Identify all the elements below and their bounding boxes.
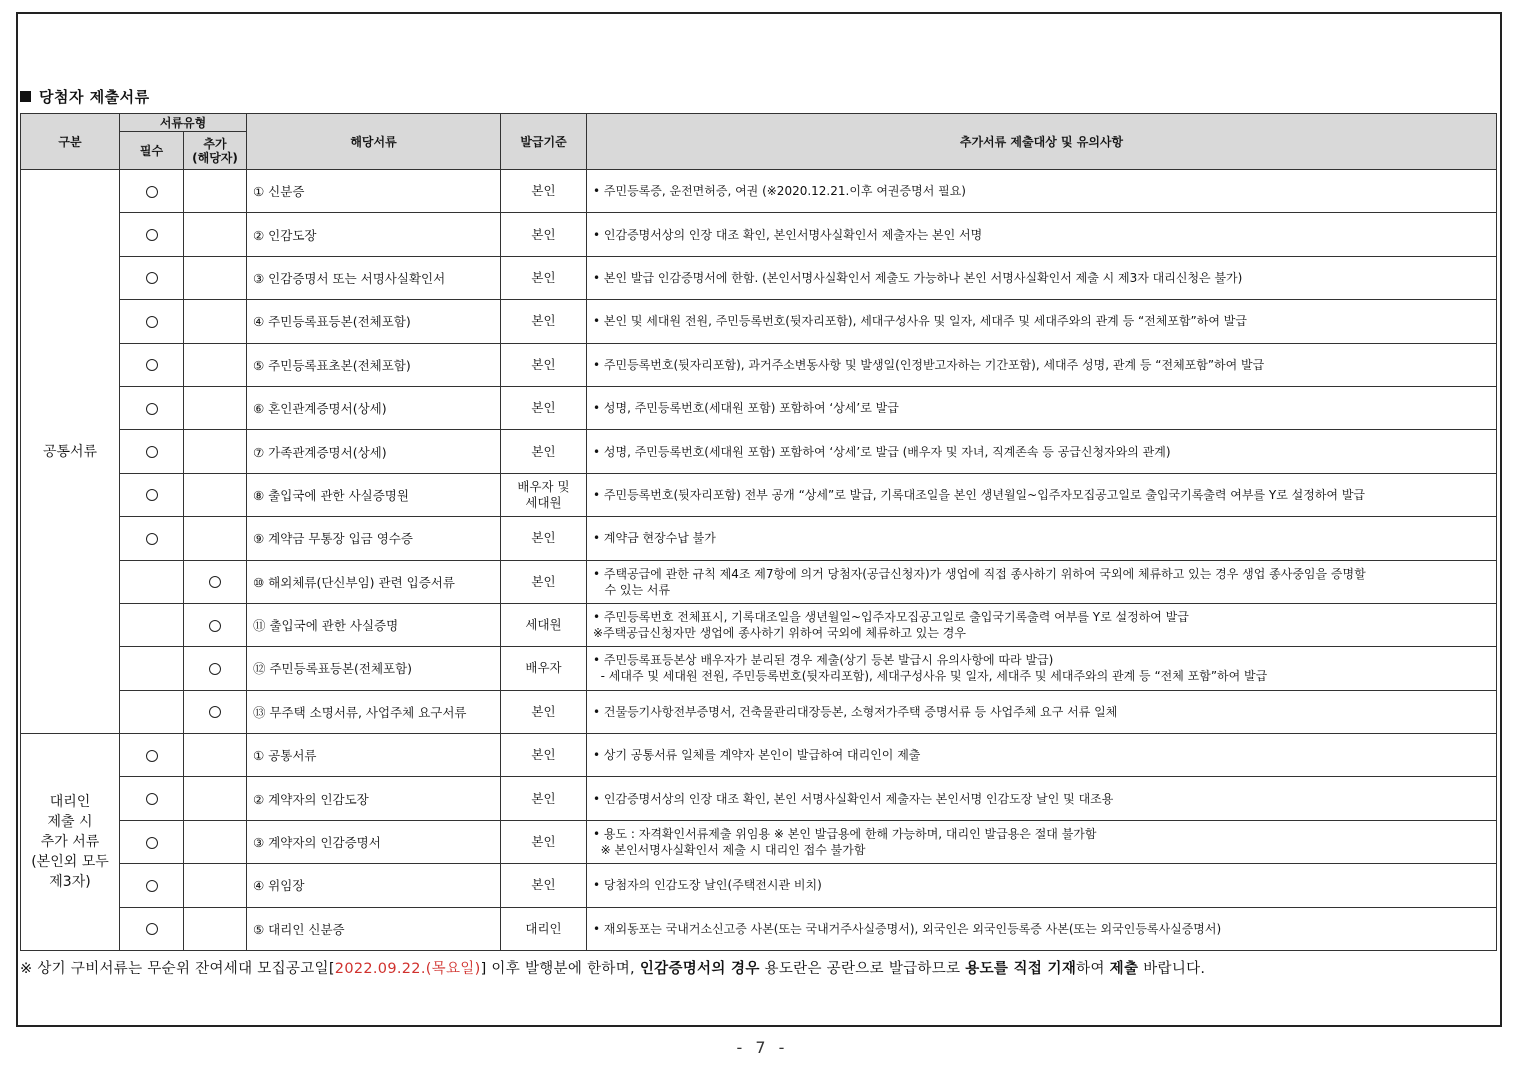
additional-cell bbox=[184, 343, 247, 386]
note-line: ※ 본인서명사실확인서 제출 시 대리인 접수 불가함 bbox=[593, 843, 866, 858]
table-row bbox=[21, 777, 1497, 820]
additional-cell bbox=[184, 907, 247, 950]
section-title bbox=[20, 86, 150, 107]
circle-mark-icon bbox=[146, 272, 158, 284]
circle-mark-icon bbox=[146, 793, 158, 805]
document-name: ⑫ 주민등록표등본(전체포함) bbox=[247, 647, 501, 690]
additional-cell bbox=[184, 864, 247, 907]
required-cell bbox=[120, 907, 184, 950]
required-cell bbox=[120, 690, 184, 733]
document-name: ⑧ 출입국에 관한 사실증명원 bbox=[247, 473, 501, 516]
issue-basis: 본인 bbox=[501, 820, 587, 863]
footnote-text: 바랍니다. bbox=[1138, 961, 1206, 977]
note-line: • 주민등록번호 전체표시, 기록대조일을 생년월일~입주자모집공고일로 출입국기록출력 여부를 Y로 설정하여 발급 bbox=[593, 610, 1189, 625]
document-name: ④ 위임장 bbox=[247, 864, 501, 907]
required-cell bbox=[120, 300, 184, 343]
category-cell: 대리인 제출 시 추가 서류 (본인외 모두 제3자) bbox=[21, 734, 120, 951]
note-line: • 본인 및 세대원 전원, 주민등록번호(뒷자리포함), 세대구성사유 및 일자, 세대주 및 세대주와의 관계 등 “전체포함”하여 발급 bbox=[593, 314, 1247, 329]
additional-cell bbox=[184, 430, 247, 473]
additional-cell bbox=[184, 560, 247, 603]
required-cell bbox=[120, 213, 184, 256]
issue-basis: 본인 bbox=[501, 386, 587, 429]
header-additional: 추가 (해당자) bbox=[184, 132, 247, 170]
table-row bbox=[21, 300, 1497, 343]
required-cell bbox=[120, 473, 184, 516]
document-name: ③ 계약자의 인감증명서 bbox=[247, 820, 501, 863]
footnote-date: 2022.09.22.(목요일) bbox=[334, 961, 481, 977]
additional-cell bbox=[184, 213, 247, 256]
required-cell bbox=[120, 560, 184, 603]
circle-mark-icon bbox=[209, 663, 221, 675]
issue-basis: 본인 bbox=[501, 170, 587, 213]
notes-cell bbox=[587, 734, 1497, 777]
circle-mark-icon bbox=[146, 489, 158, 501]
header-required: 필수 bbox=[120, 132, 184, 170]
document-name: ⑤ 대리인 신분증 bbox=[247, 907, 501, 950]
notes-cell bbox=[587, 386, 1497, 429]
issue-basis: 본인 bbox=[501, 864, 587, 907]
document-name: ② 인감도장 bbox=[247, 213, 501, 256]
additional-cell bbox=[184, 603, 247, 646]
circle-mark-icon bbox=[209, 706, 221, 718]
note-line: • 본인 발급 인감증명서에 한함. (본인서명사실확인서 제출도 가능하나 본인 서명사실확인서 제출 시 제3자 대리신청은 불가) bbox=[593, 270, 1243, 285]
page-number: - 7 - bbox=[736, 1038, 789, 1057]
notes-cell bbox=[587, 603, 1497, 646]
square-bullet-icon bbox=[20, 91, 31, 102]
required-cell bbox=[120, 820, 184, 863]
table-row bbox=[21, 256, 1497, 299]
table-row bbox=[21, 473, 1497, 516]
table-row bbox=[21, 343, 1497, 386]
issue-basis: 본인 bbox=[501, 560, 587, 603]
header-document: 해당서류 bbox=[247, 114, 501, 170]
table-row bbox=[21, 386, 1497, 429]
issue-basis: 본인 bbox=[501, 517, 587, 560]
notes-cell bbox=[587, 256, 1497, 299]
additional-cell bbox=[184, 777, 247, 820]
issue-basis: 배우자 bbox=[501, 647, 587, 690]
document-name: ② 계약자의 인감도장 bbox=[247, 777, 501, 820]
notes-cell bbox=[587, 213, 1497, 256]
document-name: ⑨ 계약금 무통장 입금 영수증 bbox=[247, 517, 501, 560]
category-cell: 공통서류 bbox=[21, 170, 120, 734]
table-row bbox=[21, 907, 1497, 950]
note-line: • 주택공급에 관한 규칙 제4조 제7항에 의거 당첨자(공급신청자)가 생업에 직접 종사하기 위하여 국외에 체류하고 있는 경우 생업 종사중임을 증명할 bbox=[593, 566, 1366, 581]
table-row bbox=[21, 430, 1497, 473]
document-name: ⑬ 무주택 소명서류, 사업주체 요구서류 bbox=[247, 690, 501, 733]
required-cell bbox=[120, 430, 184, 473]
table-row bbox=[21, 690, 1497, 733]
note-line: • 성명, 주민등록번호(세대원 포함) 포함하여 ‘상세’로 발급 (배우자 및 자녀, 직계존속 등 공급신청자와의 관계) bbox=[593, 444, 1171, 459]
header-notes: 추가서류 제출대상 및 유의사항 bbox=[587, 114, 1497, 170]
document-name: ③ 인감증명서 또는 서명사실확인서 bbox=[247, 256, 501, 299]
circle-mark-icon bbox=[146, 229, 158, 241]
table-row bbox=[21, 820, 1497, 863]
document-name: ⑪ 출입국에 관한 사실증명 bbox=[247, 603, 501, 646]
notes-cell bbox=[587, 170, 1497, 213]
section-title-text: 당첨자 제출서류 bbox=[39, 88, 150, 106]
notes-cell bbox=[587, 777, 1497, 820]
issue-basis: 본인 bbox=[501, 734, 587, 777]
table-row bbox=[21, 517, 1497, 560]
document-name: ① 공통서류 bbox=[247, 734, 501, 777]
additional-cell bbox=[184, 256, 247, 299]
notes-cell bbox=[587, 343, 1497, 386]
circle-mark-icon bbox=[146, 316, 158, 328]
circle-mark-icon bbox=[146, 186, 158, 198]
note-line: • 당첨자의 인감도장 날인(주택전시관 비치) bbox=[593, 878, 822, 893]
note-line: • 인감증명서상의 인장 대조 확인, 본인서명사실확인서 제출자는 본인 서명 bbox=[593, 227, 983, 242]
issue-basis: 본인 bbox=[501, 690, 587, 733]
additional-cell bbox=[184, 820, 247, 863]
note-line: • 건물등기사항전부증명서, 건축물관리대장등본, 소형저가주택 증명서류 등 사업주체 요구 서류 일체 bbox=[593, 704, 1118, 719]
notes-cell bbox=[587, 690, 1497, 733]
note-line: ※주택공급신청자만 생업에 종사하기 위하여 국외에 체류하고 있는 경우 bbox=[593, 626, 966, 641]
additional-cell bbox=[184, 734, 247, 777]
document-name: ⑥ 혼인관계증명서(상세) bbox=[247, 386, 501, 429]
notes-cell bbox=[587, 300, 1497, 343]
additional-cell bbox=[184, 473, 247, 516]
note-line: • 주민등록번호(뒷자리포함) 전부 공개 “상세”로 발급, 기록대조일을 본인 생년월일~입주자모집공고일로 출입국기록출력 여부를 Y로 설정하여 발급 bbox=[593, 487, 1366, 502]
table-row bbox=[21, 213, 1497, 256]
circle-mark-icon bbox=[146, 403, 158, 415]
additional-cell bbox=[184, 517, 247, 560]
header-issue-basis: 발급기준 bbox=[501, 114, 587, 170]
table-row bbox=[21, 560, 1497, 603]
issue-basis: 세대원 bbox=[501, 603, 587, 646]
circle-mark-icon bbox=[146, 359, 158, 371]
footnote-emphasis: 제출 bbox=[1109, 961, 1139, 977]
issue-basis: 배우자 및 세대원 bbox=[501, 473, 587, 516]
footnote-text: ] 이후 발행분에 한하며, bbox=[480, 961, 640, 977]
footnote-text: ※ 상기 구비서류는 무순위 잔여세대 모집공고일[ bbox=[20, 961, 335, 977]
issue-basis: 본인 bbox=[501, 213, 587, 256]
issue-basis: 본인 bbox=[501, 777, 587, 820]
note-line: • 계약금 현장수납 불가 bbox=[593, 531, 716, 546]
document-name: ⑦ 가족관계증명서(상세) bbox=[247, 430, 501, 473]
documents-table bbox=[20, 113, 1497, 951]
required-cell bbox=[120, 343, 184, 386]
notes-cell bbox=[587, 473, 1497, 516]
issue-basis: 본인 bbox=[501, 430, 587, 473]
table-row bbox=[21, 647, 1497, 690]
footnote-emphasis: 인감증명서의 경우 bbox=[639, 961, 760, 977]
circle-mark-icon bbox=[146, 923, 158, 935]
issue-basis: 본인 bbox=[501, 300, 587, 343]
circle-mark-icon bbox=[209, 620, 221, 632]
required-cell bbox=[120, 734, 184, 777]
document-name: ① 신분증 bbox=[247, 170, 501, 213]
table-row bbox=[21, 864, 1497, 907]
additional-cell bbox=[184, 690, 247, 733]
document-name: ⑩ 해외체류(단신부임) 관련 입증서류 bbox=[247, 560, 501, 603]
issue-basis: 본인 bbox=[501, 256, 587, 299]
note-line: • 주민등록번호(뒷자리포함), 과거주소변동사항 및 발생일(인정받고자하는 기간포함), 세대주 성명, 관계 등 “전체포함”하여 발급 bbox=[593, 357, 1265, 372]
notes-cell bbox=[587, 820, 1497, 863]
circle-mark-icon bbox=[146, 750, 158, 762]
header-category: 구분 bbox=[21, 114, 120, 170]
notes-cell bbox=[587, 647, 1497, 690]
additional-cell bbox=[184, 170, 247, 213]
note-line: • 재외동포는 국내거소신고증 사본(또는 국내거주사실증명서), 외국인은 외국인등록증 사본(또는 외국인등록사실증명서) bbox=[593, 921, 1222, 936]
notes-cell bbox=[587, 864, 1497, 907]
additional-cell bbox=[184, 386, 247, 429]
required-cell bbox=[120, 170, 184, 213]
footnote-text: 용도란은 공란으로 발급하므로 bbox=[759, 961, 966, 977]
circle-mark-icon bbox=[146, 837, 158, 849]
notes-cell bbox=[587, 907, 1497, 950]
note-line: • 주민등록표등본상 배우자가 분리된 경우 제출(상기 등본 발급시 유의사항에 따라 발급) bbox=[593, 653, 1054, 668]
note-line: • 주민등록증, 운전면허증, 여권 (※2020.12.21.이후 여권증명서 필요) bbox=[593, 184, 966, 199]
note-line: • 인감증명서상의 인장 대조 확인, 본인 서명사실확인서 제출자는 본인서명 인감도장 날인 및 대조용 bbox=[593, 791, 1114, 806]
notes-cell bbox=[587, 560, 1497, 603]
header-doc-type: 서류유형 bbox=[120, 114, 247, 132]
note-line: • 용도 : 자격확인서류제출 위임용 ※ 본인 발급용에 한해 가능하며, 대리인 발급용은 절대 불가함 bbox=[593, 827, 1097, 842]
table-row bbox=[21, 603, 1497, 646]
document-name: ④ 주민등록표등본(전체포함) bbox=[247, 300, 501, 343]
additional-cell bbox=[184, 300, 247, 343]
footnote bbox=[20, 957, 1205, 978]
required-cell bbox=[120, 517, 184, 560]
circle-mark-icon bbox=[146, 446, 158, 458]
issue-basis: 대리인 bbox=[501, 907, 587, 950]
circle-mark-icon bbox=[209, 576, 221, 588]
document-name: ⑤ 주민등록표초본(전체포함) bbox=[247, 343, 501, 386]
issue-basis: 본인 bbox=[501, 343, 587, 386]
circle-mark-icon bbox=[146, 533, 158, 545]
notes-cell bbox=[587, 430, 1497, 473]
footnote-text: 하여 bbox=[1076, 961, 1110, 977]
footnote-emphasis: 용도를 직접 기재 bbox=[965, 961, 1077, 977]
required-cell bbox=[120, 864, 184, 907]
table-row bbox=[21, 734, 1497, 777]
required-cell bbox=[120, 603, 184, 646]
required-cell bbox=[120, 386, 184, 429]
table-row bbox=[21, 170, 1497, 213]
required-cell bbox=[120, 256, 184, 299]
notes-cell bbox=[587, 517, 1497, 560]
note-line: • 상기 공통서류 일체를 계약자 본인이 발급하여 대리인이 제출 bbox=[593, 748, 921, 763]
additional-cell bbox=[184, 647, 247, 690]
circle-mark-icon bbox=[146, 880, 158, 892]
required-cell bbox=[120, 777, 184, 820]
note-line: - 세대주 및 세대원 전원, 주민등록번호(뒷자리포함), 세대구성사유 및 일자, 세대주 및 세대주와의 관계 등 “전체 포함”하여 발급 bbox=[593, 669, 1268, 684]
table-body bbox=[21, 170, 1497, 951]
note-line: 수 있는 서류 bbox=[593, 582, 671, 597]
note-line: • 성명, 주민등록번호(세대원 포함) 포함하여 ‘상세’로 발급 bbox=[593, 401, 899, 416]
required-cell bbox=[120, 647, 184, 690]
